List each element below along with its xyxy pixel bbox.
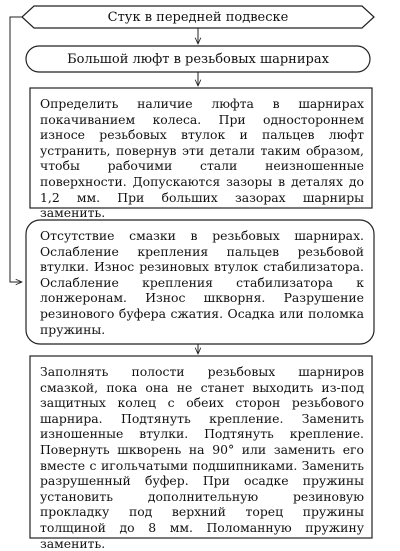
- action-2-text: Заполнять полости резьбовых шарниров смазкой, пока она не станет выходить из-под защитных колец с обеих сторон резьбового шарнира. Подтянуть крепление. Заменить изношенные втулки. Подтянуть крепление. Повернуть шкворень на 90° или заменить его вместе с игольчатыми подшипниками. Заменить разрушенный буфер. При осадке пружины установить дополнительную резиновую прокладку под верхний торец пружины толщиной до 8 мм. Поломанную пружину заменить.: [40, 364, 364, 551]
- connector-no-branch: [10, 17, 22, 282]
- condition-node-label: Большой люфт в резьбовых шарнирах: [67, 51, 329, 67]
- action-1-text: Определить наличие люфта в шарнирах покачиванием колеса. При одностороннем износе резьбовых втулок и пальцев люфт устранить, повернув эти детали таким образом, чтобы рабочими стали неизношенные поверхности. Допускаются зазоры в деталях до 1,2 мм. При больших зазорах шарниры заменить.: [40, 96, 364, 221]
- start-node-label: Стук в передней подвеске: [107, 9, 289, 25]
- causes-text: Отсутствие смазки в резьбовых шарнирах. Ослабление крепления пальцев резьбовой втулки. Износ резиновых втулок стабилизатора. Ослабление крепления стабилизатора к лонжеронам. Износ шкворня. Разрушение резинового буфера сжатия. Осадка или поломка пружины.: [40, 228, 364, 337]
